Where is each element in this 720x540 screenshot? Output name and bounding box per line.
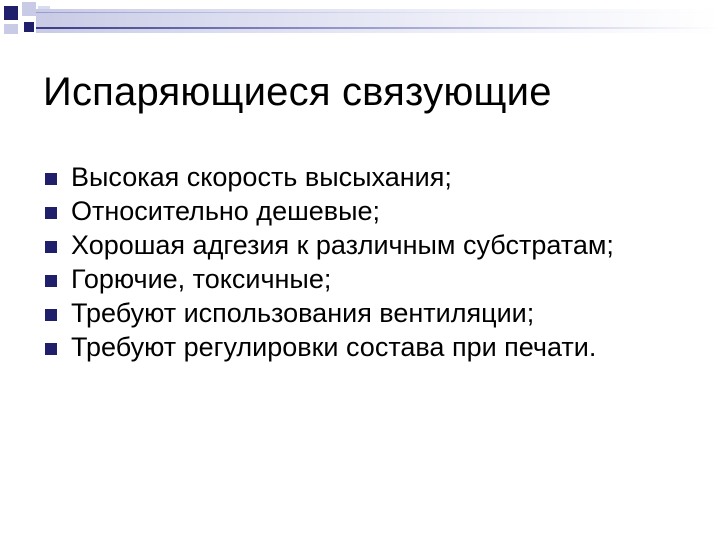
bullet-text: Высокая скорость высыхания; bbox=[71, 162, 452, 192]
bullet-item bbox=[43, 228, 683, 262]
title-divider bbox=[43, 126, 683, 127]
header-line bbox=[36, 27, 720, 29]
decor-square bbox=[4, 6, 18, 20]
bullet-list bbox=[43, 160, 683, 364]
bullet-item bbox=[43, 160, 683, 194]
square-bullet-icon bbox=[45, 173, 57, 185]
bullet-item bbox=[43, 296, 683, 330]
slide-title: Испаряющиеся связующие bbox=[43, 70, 552, 114]
square-bullet-icon bbox=[45, 207, 57, 219]
decor-square bbox=[22, 2, 36, 16]
square-bullet-icon bbox=[45, 343, 57, 355]
bullet-text: Требуют регулировки состава при печати. bbox=[71, 332, 597, 362]
bullet-text: Хорошая адгезия к различным субстратам; bbox=[71, 230, 614, 260]
header-line bbox=[36, 12, 720, 13]
decor-square bbox=[24, 22, 34, 32]
square-bullet-icon bbox=[45, 309, 57, 321]
bullet-item bbox=[43, 194, 683, 228]
square-bullet-icon bbox=[45, 241, 57, 253]
bullet-item bbox=[43, 330, 683, 364]
header-band bbox=[36, 9, 720, 33]
bullet-text: Горючие, токсичные; bbox=[71, 264, 332, 294]
decor-square bbox=[4, 24, 18, 34]
bullet-text: Требуют использования вентиляции; bbox=[71, 298, 535, 328]
bullet-item bbox=[43, 262, 683, 296]
bullet-text: Относительно дешевые; bbox=[71, 196, 381, 226]
square-bullet-icon bbox=[45, 275, 57, 287]
